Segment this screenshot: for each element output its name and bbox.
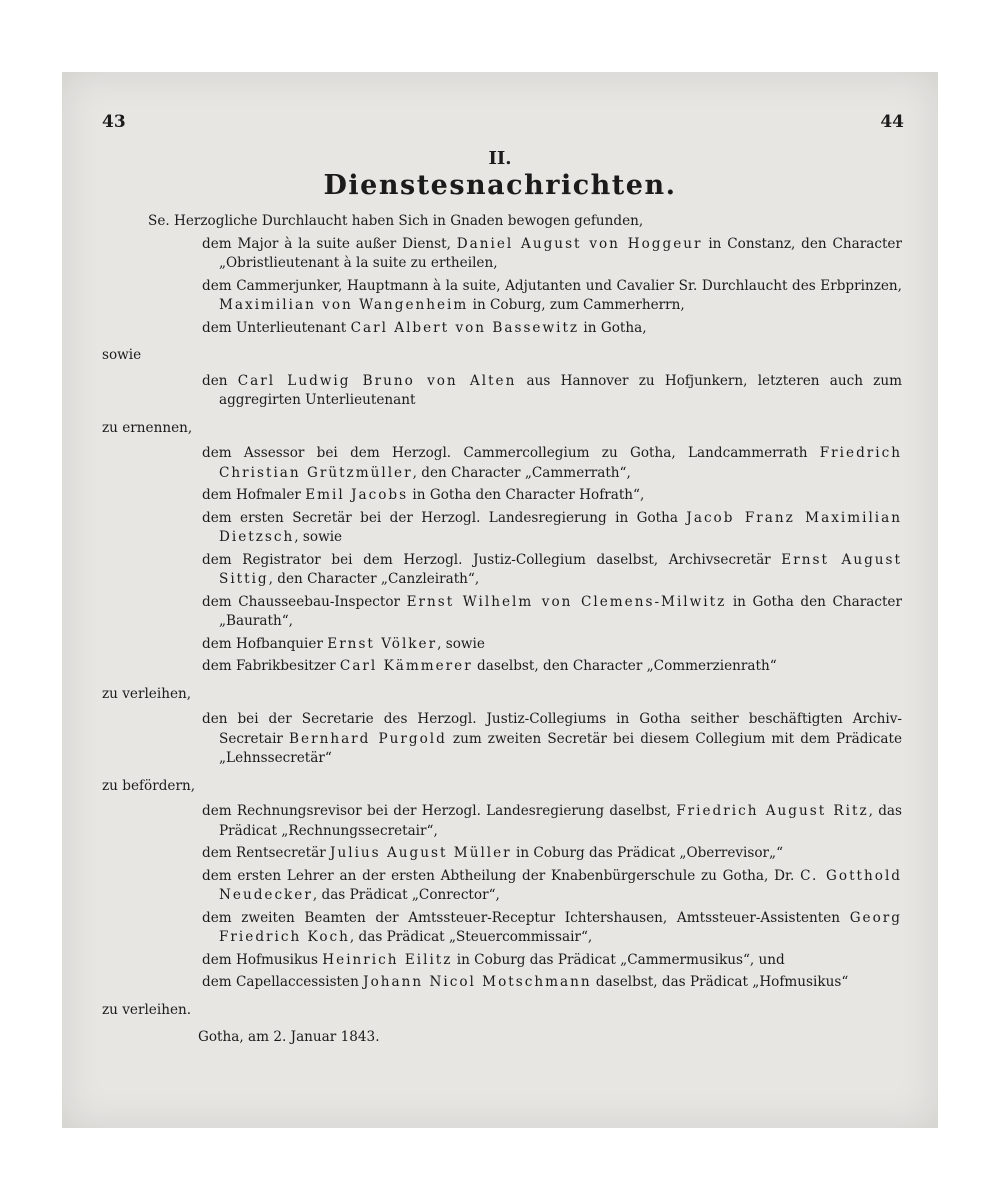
page-number-left: 43 [102,112,126,132]
entry-item [102,593,902,632]
entry-item [102,444,902,483]
entry-text: , das Prädicat „Steuercommissair“, [349,929,593,945]
person-name: Ernst Wilhelm von Clemens-Milwitz [406,593,727,610]
person-name: Friedrich Christian Grützmüller [219,445,902,481]
person-name: Johann Nicol Motschmann [363,974,592,990]
entry-text: in Gotha den Character Hofrath“, [408,487,645,503]
entry-text: dem ersten Secretär bei der Herzogl. Landesregierung in Gotha [202,509,687,526]
entry-text: dem Registrator bei dem Herzogl. Justiz-Collegium daselbst, Archivsecretär [202,551,782,568]
entry-text: in Coburg das Prädicat „Oberrevisor„“ [511,845,784,861]
section-number: II. [488,148,512,169]
person-name: Bernhard Purgold [289,730,447,747]
person-name: Ernst August Sittig [219,551,902,587]
entry-item [102,710,902,769]
person-name: Carl Ludwig Bruno von Alten [237,372,517,389]
entry-text: dem ersten Lehrer an der ersten Abtheilung der Knabenbürgerschule zu Gotha, Dr. [202,867,801,884]
entry-text: dem zweiten Beamten der Amtssteuer-Receptur Ichtershausen, Amtssteuer-Assistenten [202,909,850,926]
entry-text: , den Character „Cammerrath“, [412,464,631,481]
entry-text: den bei der Secretarie des Herzogl. Justiz-Collegiums in Gotha seither beschäftigten Archiv-Secretair [202,711,902,747]
page-number-right: 44 [880,112,904,132]
entry-item [102,802,902,841]
document-body [102,212,902,1051]
person-name: C. Gotthold Neudecker [219,867,902,903]
entry-text: daselbst, den Character „Commerzienrath“ [472,658,777,674]
person-name: Heinrich Eilitz [322,951,453,968]
entry-item [102,277,902,316]
entry-text: in Gotha den Character „Baurath“, [219,593,902,629]
entry-text: , das Prädicat „Rechnungssecretair“, [219,803,902,839]
section-title: Dienstesnachrichten. [323,170,677,201]
entry-text: dem Rechnungsrevisor bei der Herzogl. Landesregierung daselbst, [202,803,677,819]
verb-verleihen: zu verleihen, [102,685,192,702]
entry-text: , sowie [437,635,485,652]
entry-item [102,551,902,590]
entry-text: aus Hannover zu Hofjunkern, letzteren auch zum aggregirten Unterlieutenant [219,372,902,408]
entry-item [102,867,902,906]
entry-group-5 [102,802,902,993]
entry-text: dem Hofmusikus [202,951,323,968]
person-name: Jacob Franz Maximilian Dietzsch [219,509,903,545]
person-name: Friedrich August Ritz [676,803,869,819]
verb-befoerdern: zu befördern, [102,777,196,794]
entry-text: dem Fabrikbesitzer [202,658,340,674]
entry-group-2 [102,372,902,411]
person-name: Julius August Müller [330,845,512,861]
entry-item [102,951,902,971]
entry-item [102,319,902,339]
entry-text: , sowie [294,529,343,545]
entry-text: , das Prädicat „Conrector“, [312,887,500,903]
intro-sentence: Se. Herzogliche Durchlaucht haben Sich in Gnaden bewogen gefunden, [148,213,644,229]
entry-item [102,844,902,864]
entry-group-3 [102,444,902,677]
person-name: Emil Jacobs [305,487,409,503]
entry-item [102,635,902,655]
entry-item [102,909,902,948]
entry-item [102,973,902,993]
conjunction-sowie: sowie [102,347,142,363]
entry-text: in Gotha, [579,319,647,336]
entry-item [102,235,902,274]
entry-item [102,372,902,411]
entry-text: dem Chausseebau-Inspector [202,593,407,610]
verb-verleihen-final: zu verleihen. [102,1001,192,1018]
entry-item [102,486,902,506]
entry-text: daselbst, das Prädicat „Hofmusikus“ [591,974,849,990]
entry-text: , den Character „Canzleirath“, [268,571,480,587]
entry-text: dem Major à la suite außer Dienst, [202,235,457,252]
entry-group-1 [102,235,902,339]
person-name: Carl Albert von Bassewitz [350,319,580,336]
entry-text: dem Assessor bei dem Herzogl. Cammercollegium zu Gotha, Landcammerrath [202,445,820,461]
entry-text: in Constanz, den Character „Obristlieutenant à la suite zu ertheilen, [219,235,902,271]
entry-item [102,657,902,677]
entry-text: dem Hofmaler [202,487,306,503]
verb-ernennen: zu ernennen, [102,419,193,436]
entry-text: dem Unterlieutenant [202,319,351,336]
document-page [62,72,938,1128]
person-name: Maximilian von Wangenheim [219,297,469,313]
dateline: Gotha, am 2. Januar 1843. [198,1029,380,1045]
entry-text: dem Hofbanquier [202,635,328,652]
person-name: Ernst Völker [327,635,438,652]
entry-text: in Coburg, zum Cammerherrn, [468,297,685,313]
entry-text: zum zweiten Secretär bei diesem Collegium mit dem Prädicate „Lehnssecretär“ [219,730,902,766]
entry-text: dem Cammerjunker, Hauptmann à la suite, Adjutanten und Cavalier Sr. Durchlaucht des Erbprinzen, [202,277,902,294]
entry-text: in Coburg das Prädicat „Cammermusikus“, und [452,951,785,968]
person-name: Carl Kämmerer [339,658,473,674]
entry-text: den [202,372,238,389]
entry-text: dem Capellaccessisten [202,974,364,990]
entry-item [102,509,902,548]
entry-text: dem Rentsecretär [202,845,331,861]
person-name: Georg Friedrich Koch [219,909,902,945]
entry-group-4 [102,710,902,769]
person-name: Daniel August von Hoggeur [456,235,703,252]
